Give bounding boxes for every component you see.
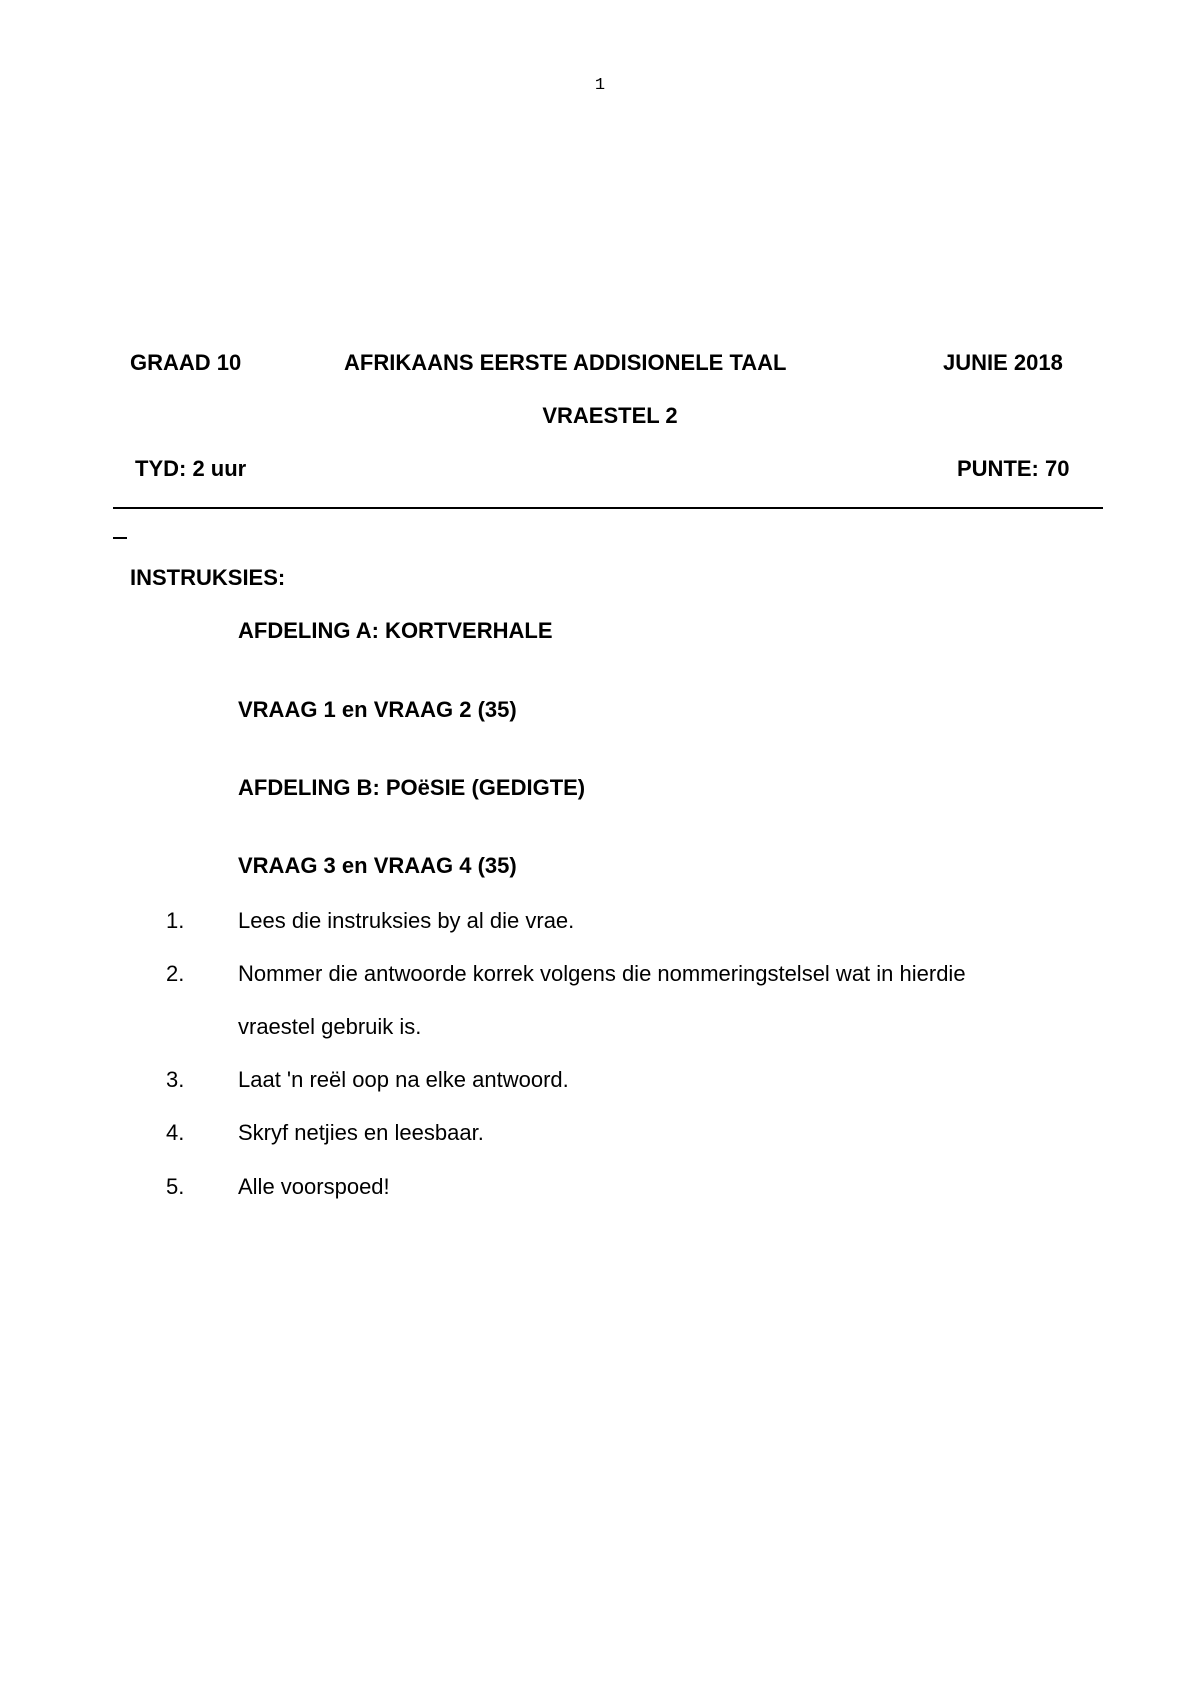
exam-date: JUNIE 2018: [943, 350, 1063, 375]
instruction-text: Laat 'n reël oop na elke antwoord.: [238, 1067, 569, 1092]
instruction-text: Lees die instruksies by al die vrae.: [238, 908, 575, 933]
section-a-heading: AFDELING A: KORTVERHALE: [238, 618, 553, 643]
instruction-number: 4.: [166, 1120, 185, 1145]
header-rule: [113, 507, 1103, 509]
time-label: TYD: 2 uur: [135, 456, 247, 481]
section-b-questions: VRAAG 3 en VRAAG 4 (35): [238, 853, 517, 878]
instructions-heading: INSTRUKSIES:: [130, 565, 286, 590]
paper-title: VRAESTEL 2: [542, 403, 678, 428]
section-a-questions: VRAAG 1 en VRAAG 2 (35): [238, 697, 517, 722]
instruction-text: Nommer die antwoorde korrek volgens die nommeringstelsel wat in hierdie: [238, 961, 966, 986]
page-number: 1: [594, 76, 606, 95]
subject-title: AFRIKAANS EERSTE ADDISIONELE TAAL: [344, 350, 787, 375]
instruction-text: Skryf netjies en leesbaar.: [238, 1120, 484, 1145]
marks-label: PUNTE: 70: [957, 456, 1070, 481]
instruction-number: 5.: [166, 1174, 185, 1199]
instruction-text: Alle voorspoed!: [238, 1174, 390, 1199]
instruction-number: 1.: [166, 908, 185, 933]
header-rule-dash: [113, 537, 127, 539]
grade-label: GRAAD 10: [130, 350, 242, 375]
instruction-text-continued: vraestel gebruik is.: [238, 1014, 422, 1039]
instruction-number: 3.: [166, 1067, 185, 1092]
section-b-heading: AFDELING B: POëSIE (GEDIGTE): [238, 775, 586, 800]
instruction-number: 2.: [166, 961, 185, 986]
